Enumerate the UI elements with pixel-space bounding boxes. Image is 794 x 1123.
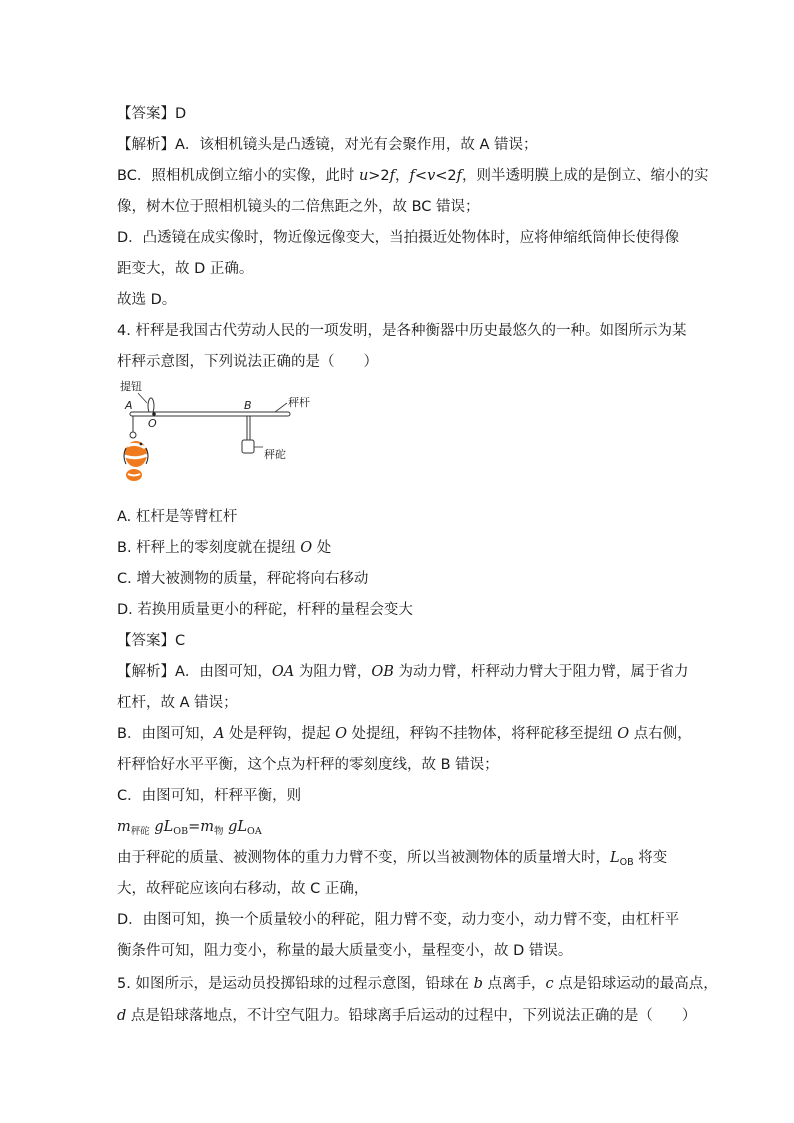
q4-analysis-c1: C．由图可知，杆秤平衡，则 xyxy=(117,788,302,804)
q3-analysis-bc-1: BC．照相机成倒立缩小的实像，此时 u>2f，f<v<2f，则半透明膜上成的是倒立、缩小的实 xyxy=(117,168,709,184)
q4-option-c: C. 增大被测物的质量，秤砣将向右移动 xyxy=(117,571,369,587)
label-b: B xyxy=(244,399,252,412)
knob-pointer xyxy=(138,393,147,403)
q4-analysis-a2: 杠杆，故 A 错误； xyxy=(117,695,238,711)
q4-analysis-b2: 杆秤恰好水平平衡，这个点为杆秤的零刻度线，故 B 错误； xyxy=(117,757,499,773)
q5-stem-1: 5. 如图所示，是运动员投掷铅球的过程示意图，铅球在 b 点离手，c 点是铅球运动的最高点， xyxy=(117,976,718,992)
q4-stem-2: 杆秤示意图，下列说法正确的是（ ） xyxy=(117,354,378,370)
q4-formula: $m_{秤砣}$ $gL_{OB}=m_物$ $gL_{OA}$ xyxy=(117,819,262,837)
q4-analysis-c3: 由于秤砣的质量、被测物体的重力力臂不变，所以当被测物体的质量增大时，$L_{OB}$ 将变 xyxy=(117,850,668,868)
q3-analysis-a: 【解析】A．该相机镜头是凸透镜，对光有会聚作用，故 A 错误； xyxy=(117,137,538,153)
q4-option-a: A. 杠杆是等臂杠杆 xyxy=(117,509,238,525)
q4-option-d: D. 若换用质量更小的秤砣，杆秤的量程会变大 xyxy=(117,602,413,618)
q4-stem-1: 4. 杆秤是我国古代劳动人民的一项发明，是各种衡器中历史最悠久的一种。如图所示为某 xyxy=(117,323,687,339)
q3-analysis-bc-2: 像，树木位于照相机镜头的二倍焦距之外，故 BC 错误； xyxy=(117,199,480,215)
q4-analysis-b1: B．由图可知，A 处是秤钩，提起 O 处提纽，秤钩不挂物体，将秤砣移至提纽 O 点右侧， xyxy=(117,726,692,742)
q3-conclusion: 故选 D。 xyxy=(117,292,177,308)
label-knob: 提钮 xyxy=(120,380,142,393)
weight-block xyxy=(242,440,254,453)
q5-stem-2: d 点是铅球落地点，不计空气阻力。铅球离手后运动的过程中，下列说法正确的是（ ） xyxy=(117,1008,697,1024)
label-o: O xyxy=(148,417,157,430)
label-a: A xyxy=(125,399,133,412)
q4-analysis-a1: 【解析】A．由图可知，OA 为阻力臂，OB 为动力臂，杆秤动力臂大于阻力臂，属于省力 xyxy=(117,664,689,680)
q4-analysis-c4: 大，故秤砣应该向右移动，故 C 正确， xyxy=(117,881,369,897)
q3-answer-line: 【答案】D xyxy=(117,106,187,122)
q4-answer-line: 【答案】C xyxy=(117,633,186,649)
q4-analysis-d2: 衡条件可知，阻力变小，称量的最大质量变小，量程变小，故 D 错误。 xyxy=(117,943,573,959)
hook-ring xyxy=(130,432,136,438)
rod-pointer xyxy=(275,403,287,412)
pivot-point xyxy=(152,412,156,416)
label-rod: 秤杆 xyxy=(288,396,310,409)
q3-analysis-d-1: D．凸透镜在成实像时，物近像远像变大，当拍摄近处物体时，应将伸缩纸筒伸长使得像 xyxy=(117,230,680,246)
q3-analysis-d-2: 距变大，故 D 正确。 xyxy=(117,261,254,277)
q4-option-b: B. 杆秤上的零刻度就在提纽 O 处 xyxy=(117,540,332,556)
q4-analysis-d1: D．由图可知，换一个质量较小的秤砣，阻力臂不变，动力变小，动力臂不变，由杠杆平 xyxy=(117,912,680,928)
hanging-fish-icon xyxy=(124,441,148,481)
label-weight: 秤砣 xyxy=(264,448,286,461)
steelyard-figure xyxy=(110,376,320,498)
